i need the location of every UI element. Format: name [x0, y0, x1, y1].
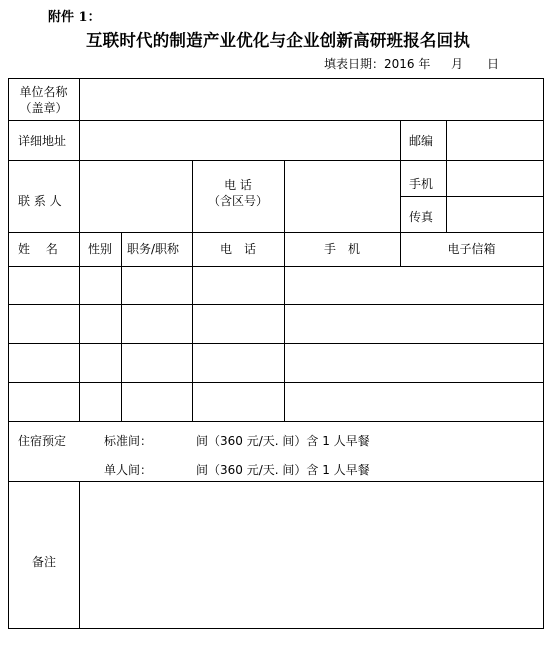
col-header-name: 姓 名: [18, 242, 58, 256]
date-month-label: 月: [451, 57, 464, 71]
lodging-standard-desc: 间（360 元/天. 间）含 1 人早餐: [196, 434, 370, 448]
unit-name-label: [8, 84, 79, 116]
postcode-label: 邮编: [409, 134, 434, 148]
col-line: [79, 266, 80, 421]
row-line: [400, 196, 544, 197]
col-line: [79, 78, 80, 266]
col-header-phone: 电 话: [219, 242, 256, 256]
unit-name-line1: 单位名称: [19, 85, 68, 99]
mobile-label: 手机: [409, 177, 434, 191]
date-year-label: 填表日期：2016 年: [324, 57, 431, 71]
attachment-label: 附件 1：: [48, 10, 101, 25]
lodging-single-desc: 间（360 元/天. 间）含 1 人早餐: [196, 463, 370, 477]
row-line: [8, 266, 544, 267]
phone-label-line1: 电 话: [224, 178, 252, 192]
col-header-gender: 性别: [88, 242, 113, 256]
contact-label: 联 系 人: [18, 194, 62, 208]
row-line: [8, 232, 544, 233]
row-line: [8, 382, 544, 383]
row-line: [8, 421, 544, 422]
lodging-label: 住宿预定: [18, 434, 67, 448]
lodging-standard-label: 标准间：: [104, 434, 153, 448]
form-border-top: [8, 78, 544, 79]
page-title: 互联时代的制造产业优化与企业创新高研班报名回执: [85, 31, 471, 50]
col-header-mobile: 手 机: [323, 242, 360, 256]
lodging-single-label: 单人间：: [104, 463, 153, 477]
date-day-label: 日: [487, 57, 500, 71]
unit-name-line2: （盖章）: [19, 101, 68, 115]
row-line: [8, 120, 544, 121]
address-label: 详细地址: [18, 134, 67, 148]
col-line: [121, 232, 122, 421]
col-line: [284, 160, 285, 421]
form-border-bottom: [8, 628, 544, 629]
fax-label: 传真: [409, 210, 434, 224]
row-line: [8, 481, 544, 482]
row-line: [8, 304, 544, 305]
col-header-position: 职务/职称: [127, 242, 180, 256]
row-line: [8, 343, 544, 344]
col-line: [79, 481, 80, 628]
remarks-label: 备注: [32, 555, 57, 569]
phone-label: [192, 177, 284, 209]
col-header-email: 电子信箱: [447, 242, 496, 256]
col-line: [446, 120, 447, 232]
row-line: [8, 160, 544, 161]
phone-label-line2: （含区号）: [207, 194, 268, 208]
